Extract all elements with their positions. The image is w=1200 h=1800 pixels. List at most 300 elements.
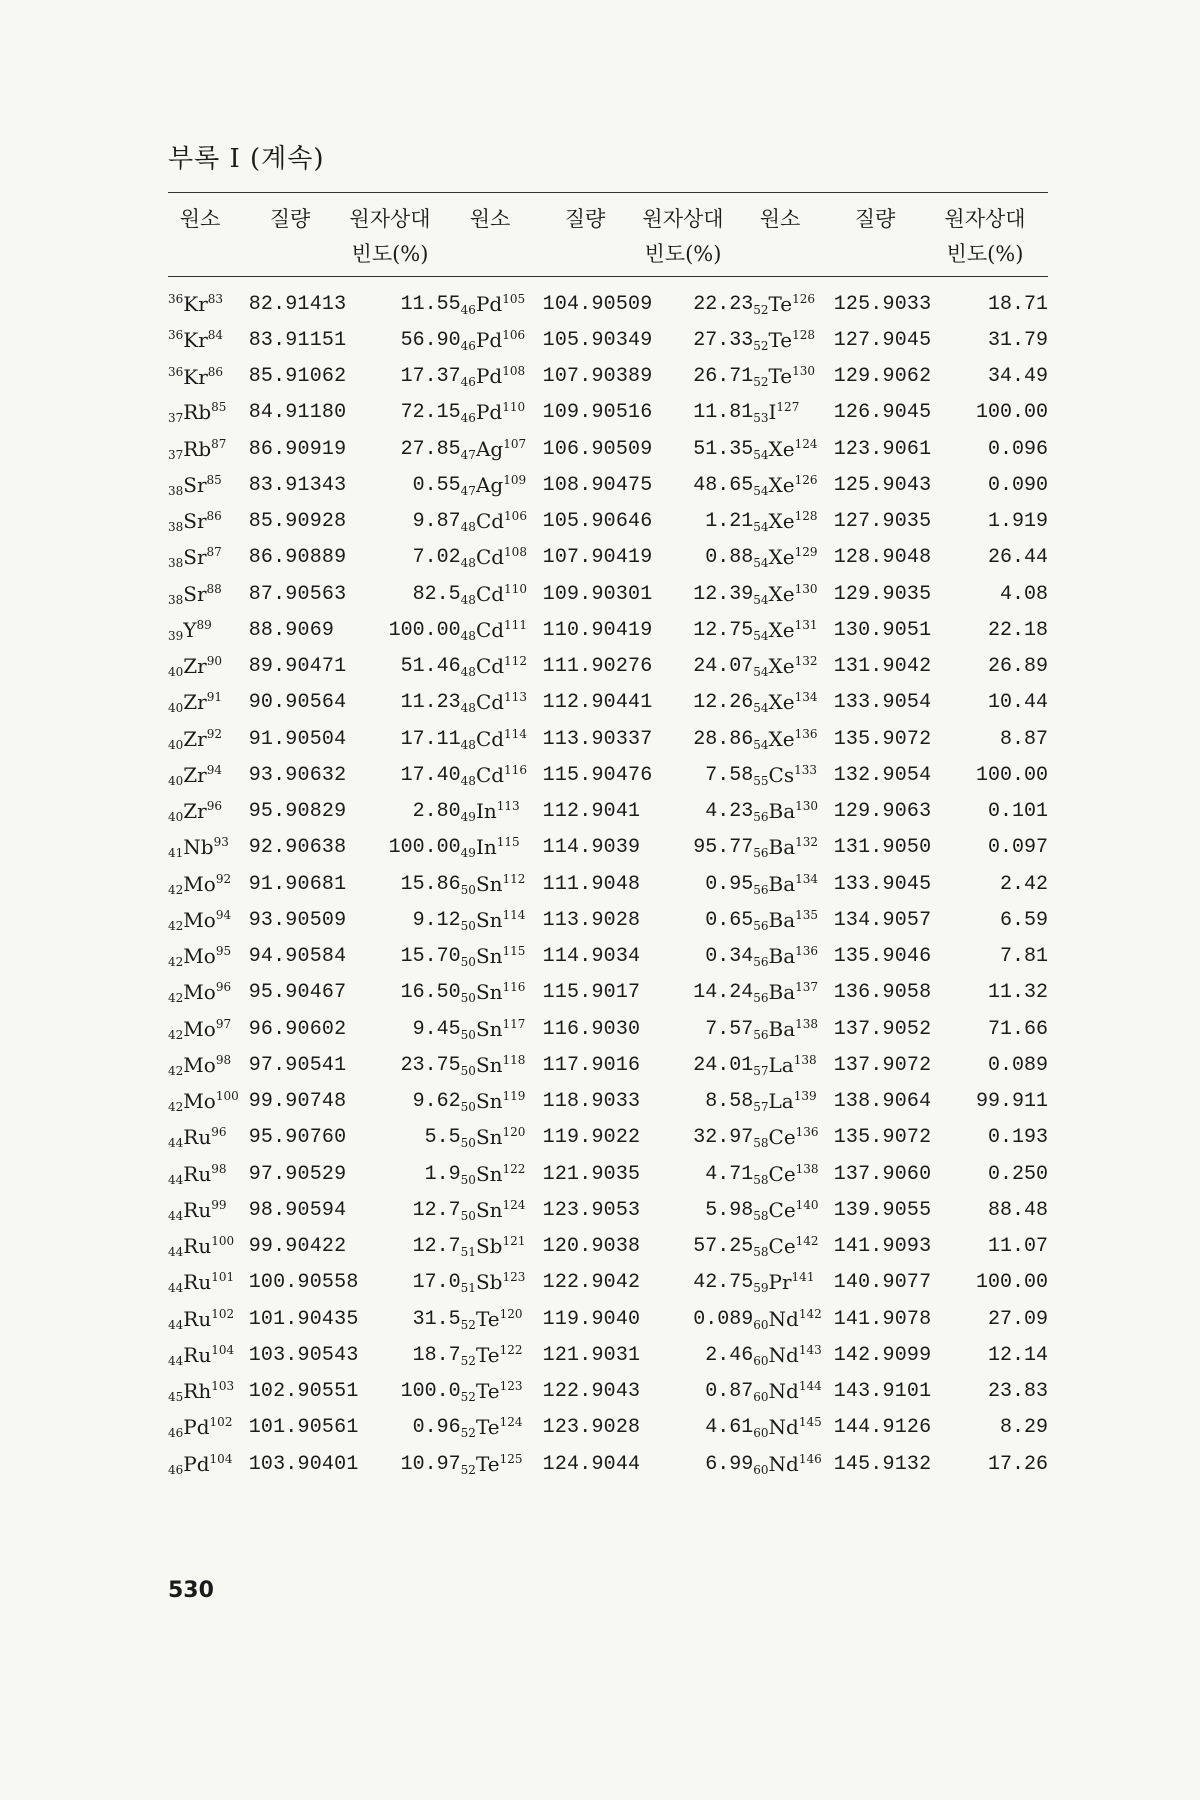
isotope-symbol — [461, 1011, 543, 1047]
isotope-mass: 136.9058 — [833, 981, 932, 1005]
element-symbol: Kr — [183, 292, 208, 317]
mass-number: 86 — [207, 364, 224, 379]
isotope-mass: 101.90435 — [248, 1307, 359, 1331]
isotope-abundance: 8.58 — [705, 1090, 754, 1114]
element-symbol: Ag — [475, 436, 504, 461]
isotope-symbol — [168, 1084, 249, 1120]
isotope-symbol — [168, 286, 249, 322]
element-symbol: Ba — [768, 907, 796, 932]
mass-number: 138 — [793, 1052, 817, 1067]
isotope-abundance: 1.9 — [424, 1162, 461, 1186]
element-symbol: Ru — [183, 1270, 212, 1295]
isotope-abundance: 5.5 — [424, 1126, 461, 1150]
mass-number: 106 — [504, 509, 527, 524]
mass-number: 94 — [215, 907, 232, 922]
atomic-number: 51 — [460, 1281, 476, 1296]
isotope-symbol — [461, 395, 543, 431]
atomic-number: 56 — [753, 918, 769, 933]
mass-number: 145 — [798, 1415, 822, 1430]
atomic-number: 44 — [168, 1208, 184, 1223]
isotope-symbol — [168, 467, 249, 503]
mass-number: 120 — [502, 1125, 526, 1140]
isotope-symbol — [168, 612, 249, 648]
atomic-number: 42 — [168, 1100, 184, 1115]
element-symbol: Ce — [768, 1161, 796, 1186]
element-symbol: Sr — [183, 509, 207, 534]
isotope-mass: 92.90638 — [248, 836, 347, 860]
mass-number: 92 — [206, 726, 223, 741]
table-row — [168, 830, 1048, 866]
atomic-number: 54 — [753, 483, 769, 498]
element-symbol: Sr — [183, 472, 207, 497]
table-row — [168, 1374, 1048, 1410]
atomic-number: 38 — [168, 592, 184, 607]
isotope-abundance: 5.98 — [705, 1198, 754, 1222]
isotope-symbol — [461, 1446, 543, 1482]
mass-number: 86 — [206, 509, 222, 524]
atomic-number: 46 — [460, 411, 476, 426]
table-row — [168, 1120, 1048, 1156]
mass-number: 90 — [206, 654, 223, 669]
table-row — [168, 794, 1048, 830]
mass-number: 87 — [206, 545, 222, 560]
isotope-abundance: 4.61 — [705, 1416, 754, 1440]
mass-number: 115 — [496, 835, 520, 850]
atomic-number: 56 — [753, 991, 769, 1006]
atomic-number: 60 — [753, 1462, 769, 1477]
table-row — [168, 902, 1048, 938]
table-row — [168, 467, 1048, 503]
atomic-number: 36 — [168, 328, 184, 343]
table-row — [168, 685, 1048, 721]
isotope-mass: 109.90301 — [542, 582, 653, 606]
isotope-mass: 105.90349 — [542, 328, 653, 352]
mass-number: 136 — [794, 726, 818, 741]
isotope-symbol — [168, 1410, 249, 1446]
element-symbol: Ag — [475, 472, 504, 497]
mass-number: 94 — [206, 762, 223, 777]
atomic-number: 48 — [460, 556, 476, 571]
mass-number: 139 — [793, 1089, 817, 1104]
element-symbol: Ba — [768, 1016, 796, 1041]
mass-number: 118 — [502, 1052, 526, 1067]
isotope-abundance: 2.46 — [705, 1343, 754, 1367]
isotope-symbol — [168, 1047, 249, 1083]
isotope-mass: 97.90529 — [248, 1162, 347, 1186]
isotope-mass: 82.91413 — [248, 292, 347, 316]
isotope-mass: 111.90276 — [542, 655, 653, 679]
mass-number: 130 — [795, 799, 819, 814]
isotope-symbol — [753, 1337, 833, 1373]
atomic-number: 57 — [753, 1063, 769, 1078]
atomic-number: 60 — [753, 1317, 769, 1332]
isotope-abundance: 11.55 — [400, 292, 461, 316]
isotope-abundance: 0.96 — [412, 1416, 461, 1440]
isotope-abundance: 16.50 — [400, 981, 461, 1005]
isotope-symbol — [753, 975, 833, 1011]
isotope-symbol — [753, 576, 833, 612]
element-symbol: Ru — [183, 1342, 212, 1367]
atomic-number: 54 — [753, 737, 769, 752]
atomic-number: 46 — [168, 1426, 184, 1441]
isotope-abundance: 0.097 — [987, 836, 1048, 860]
isotope-abundance: 51.46 — [400, 655, 461, 679]
element-symbol: Cd — [475, 726, 505, 751]
isotope-mass: 94.90584 — [248, 945, 347, 969]
element-symbol: Sb — [475, 1234, 503, 1259]
isotope-symbol — [753, 1011, 833, 1047]
mass-number: 84 — [207, 328, 224, 343]
isotope-symbol — [753, 685, 833, 721]
isotope-mass: 125.9033 — [833, 292, 932, 316]
isotope-mass: 113.90337 — [542, 727, 653, 751]
isotope-symbol — [753, 359, 833, 395]
atomic-number: 51 — [460, 1245, 476, 1260]
isotope-abundance: 6.99 — [705, 1452, 754, 1476]
isotope-abundance: 9.12 — [412, 908, 461, 932]
isotope-abundance: 72.15 — [400, 401, 461, 425]
atomic-number: 50 — [460, 1027, 476, 1042]
element-symbol: Sn — [475, 980, 503, 1005]
mass-number: 103 — [211, 1379, 235, 1394]
table-row — [168, 649, 1048, 685]
atomic-number: 47 — [460, 483, 476, 498]
isotope-abundance: 9.87 — [412, 510, 461, 534]
mass-number: 132 — [795, 835, 819, 850]
isotope-mass: 126.9045 — [833, 401, 932, 425]
isotope-abundance: 24.07 — [693, 655, 754, 679]
mass-number: 121 — [502, 1234, 526, 1249]
isotope-abundance: 11.23 — [400, 691, 461, 715]
isotope-symbol — [168, 1229, 249, 1265]
atomic-number: 46 — [460, 302, 476, 317]
mass-number: 106 — [502, 327, 526, 342]
table-row — [168, 939, 1048, 975]
isotope-mass: 137.9072 — [833, 1053, 932, 1077]
isotope-mass: 122.9043 — [542, 1380, 641, 1404]
table-row — [168, 1265, 1048, 1301]
isotope-symbol — [168, 1265, 249, 1301]
mass-number: 136 — [795, 1125, 819, 1140]
isotope-symbol — [753, 467, 833, 503]
isotope-abundance: 31.5 — [412, 1307, 461, 1331]
isotope-abundance: 48.65 — [693, 473, 754, 497]
table-row — [168, 1301, 1048, 1337]
table-row — [168, 1156, 1048, 1192]
isotope-mass: 95.90829 — [248, 800, 347, 824]
element-symbol: Te — [475, 1451, 500, 1476]
table-row — [168, 1337, 1048, 1373]
element-symbol: Sn — [475, 944, 503, 969]
isotope-mass: 119.9040 — [542, 1307, 641, 1331]
isotope-abundance: 7.57 — [705, 1017, 754, 1041]
element-symbol: Xe — [768, 654, 795, 679]
atomic-number: 52 — [460, 1426, 476, 1441]
isotope-mass: 96.90602 — [248, 1017, 347, 1041]
isotope-mass: 114.9034 — [542, 945, 641, 969]
element-symbol: Sn — [475, 1052, 503, 1077]
mass-number: 129 — [794, 545, 818, 560]
mass-number: 142 — [795, 1234, 819, 1249]
isotope-abundance: 100.00 — [975, 401, 1048, 425]
isotope-abundance: 0.089 — [693, 1307, 754, 1331]
isotope-symbol — [753, 1410, 833, 1446]
isotope-mass: 119.9022 — [542, 1126, 641, 1150]
mass-number: 100 — [215, 1089, 239, 1104]
atomic-number: 50 — [460, 991, 476, 1006]
element-symbol: Mo — [183, 907, 216, 932]
table-row — [168, 975, 1048, 1011]
element-symbol: Cd — [475, 654, 505, 679]
element-symbol: Cd — [475, 509, 505, 534]
table-row — [168, 286, 1048, 322]
isotope-symbol — [461, 1374, 543, 1410]
atomic-number: 44 — [168, 1353, 184, 1368]
atomic-number: 54 — [753, 665, 769, 680]
atomic-number: 56 — [753, 1027, 769, 1042]
isotope-mass: 135.9072 — [833, 727, 932, 751]
mass-number: 104 — [209, 1451, 233, 1466]
mass-number: 123 — [502, 1270, 526, 1285]
mass-number: 146 — [798, 1451, 822, 1466]
isotope-mass: 107.90419 — [542, 546, 653, 570]
isotope-symbol — [168, 902, 249, 938]
atomic-number: 46 — [168, 1462, 184, 1477]
atomic-number: 56 — [753, 955, 769, 970]
isotope-symbol — [753, 1084, 833, 1120]
mass-number: 122 — [502, 1161, 526, 1176]
mass-number: 130 — [794, 581, 818, 596]
mass-number: 89 — [196, 617, 212, 632]
mass-number: 88 — [206, 581, 222, 596]
isotope-mass: 112.90441 — [542, 691, 653, 715]
isotope-symbol — [168, 1374, 249, 1410]
element-symbol: Mo — [183, 1089, 216, 1114]
isotope-abundance: 27.09 — [987, 1307, 1048, 1331]
isotope-symbol — [461, 1120, 543, 1156]
element-symbol: Pd — [475, 327, 503, 352]
isotope-mass: 103.90543 — [248, 1343, 359, 1367]
isotope-mass: 121.9035 — [542, 1162, 641, 1186]
isotope-mass: 99.90748 — [248, 1090, 347, 1114]
atomic-number: 42 — [168, 1027, 184, 1042]
isotope-symbol — [168, 1446, 249, 1482]
atomic-number: 59 — [753, 1281, 769, 1296]
element-symbol: Mo — [183, 871, 216, 896]
isotope-symbol — [753, 939, 833, 975]
table-row — [168, 576, 1048, 612]
isotope-symbol — [461, 431, 543, 467]
element-symbol: In — [475, 799, 497, 824]
isotope-mass: 133.9054 — [833, 691, 932, 715]
atomic-number: 55 — [753, 773, 769, 788]
element-symbol: Zr — [183, 799, 207, 824]
element-symbol: Nd — [768, 1342, 799, 1367]
isotope-symbol — [168, 939, 249, 975]
isotope-symbol — [461, 1410, 543, 1446]
element-symbol: Ru — [183, 1306, 212, 1331]
atomic-number: 42 — [168, 955, 184, 970]
isotope-abundance: 17.0 — [412, 1271, 461, 1295]
mass-number: 98 — [211, 1161, 227, 1176]
isotope-mass: 128.9048 — [833, 546, 932, 570]
isotope-symbol — [168, 1192, 249, 1228]
mass-number: 113 — [496, 799, 520, 814]
element-symbol: Ce — [768, 1197, 796, 1222]
atomic-number: 48 — [460, 737, 476, 752]
isotope-abundance: 11.07 — [987, 1235, 1048, 1259]
isotope-abundance: 100.00 — [388, 836, 461, 860]
atomic-number: 60 — [753, 1390, 769, 1405]
mass-number: 102 — [209, 1415, 233, 1430]
atomic-number: 52 — [460, 1390, 476, 1405]
atomic-number: 58 — [753, 1136, 769, 1151]
isotope-abundance: 23.75 — [400, 1053, 461, 1077]
atomic-number: 44 — [168, 1136, 184, 1151]
isotope-mass: 123.9053 — [542, 1198, 641, 1222]
element-symbol: In — [475, 835, 497, 860]
table-row — [168, 1446, 1048, 1482]
isotope-mass: 85.90928 — [248, 510, 347, 534]
mass-number: 143 — [798, 1342, 822, 1357]
isotope-symbol — [753, 1301, 833, 1337]
table-row — [168, 1192, 1048, 1228]
element-symbol: Sr — [183, 581, 207, 606]
mass-number: 128 — [792, 327, 816, 342]
element-symbol: Sn — [475, 1125, 503, 1150]
isotope-abundance: 0.250 — [987, 1162, 1048, 1186]
isotope-abundance: 26.89 — [987, 655, 1048, 679]
mass-number: 102 — [211, 1306, 235, 1321]
table-row — [168, 322, 1048, 358]
mass-number: 122 — [499, 1342, 523, 1357]
isotope-mass: 104.90509 — [542, 292, 653, 316]
mass-number: 115 — [502, 944, 526, 959]
table-row — [168, 1047, 1048, 1083]
element-symbol: Sn — [475, 1016, 503, 1041]
atomic-number: 50 — [460, 1172, 476, 1187]
mass-number: 120 — [499, 1306, 523, 1321]
atomic-number: 48 — [460, 520, 476, 535]
element-symbol: Rh — [183, 1379, 212, 1404]
isotope-abundance: 15.70 — [400, 945, 461, 969]
isotope-abundance: 10.44 — [987, 691, 1048, 715]
isotope-abundance: 27.33 — [693, 328, 754, 352]
mass-number: 112 — [504, 654, 527, 669]
header-mass-3: 질량 — [854, 207, 896, 231]
mass-number: 97 — [215, 1016, 232, 1031]
isotope-symbol — [461, 1192, 543, 1228]
isotope-abundance: 27.85 — [400, 437, 461, 461]
element-symbol: Ru — [183, 1161, 212, 1186]
mass-number: 96 — [215, 980, 232, 995]
isotope-abundance: 9.45 — [412, 1017, 461, 1041]
element-symbol: Xe — [768, 545, 795, 570]
atomic-number: 36 — [168, 292, 184, 307]
isotope-mass: 127.9035 — [833, 510, 932, 534]
atomic-number: 42 — [168, 918, 184, 933]
isotope-abundance: 42.75 — [693, 1271, 754, 1295]
isotope-symbol — [168, 322, 249, 358]
atomic-number: 48 — [460, 701, 476, 716]
isotope-symbol — [168, 1156, 249, 1192]
mass-number: 131 — [794, 617, 818, 632]
isotope-symbol — [168, 685, 249, 721]
isotope-abundance: 100.00 — [388, 618, 461, 642]
table-row — [168, 1229, 1048, 1265]
table-row — [168, 757, 1048, 793]
isotope-mass: 93.90632 — [248, 763, 347, 787]
element-symbol: Ba — [768, 980, 796, 1005]
atomic-number: 50 — [460, 955, 476, 970]
element-symbol: Pd — [183, 1451, 210, 1476]
isotope-mass: 110.90419 — [542, 618, 653, 642]
mass-number: 140 — [795, 1197, 819, 1212]
element-symbol: Sn — [475, 1089, 503, 1114]
isotope-abundance: 2.42 — [999, 872, 1048, 896]
element-symbol: Sn — [475, 871, 503, 896]
isotope-symbol — [753, 902, 833, 938]
isotope-mass: 86.90919 — [248, 437, 347, 461]
element-symbol: Pd — [475, 400, 503, 425]
isotope-abundance: 56.90 — [400, 328, 461, 352]
isotope-mass: 108.90475 — [542, 473, 653, 497]
header-element-2: 원소 — [469, 207, 511, 231]
element-symbol: Cd — [475, 617, 505, 642]
mass-number: 123 — [499, 1379, 523, 1394]
mass-number: 127 — [776, 400, 800, 415]
header-bottom-rule — [168, 276, 1048, 277]
isotope-symbol — [461, 757, 543, 793]
isotope-mass: 100.90558 — [248, 1271, 359, 1295]
isotope-mass: 83.91151 — [248, 328, 347, 352]
element-symbol: Pr — [768, 1270, 792, 1295]
atomic-number: 45 — [168, 1390, 184, 1405]
element-symbol: Pd — [183, 1415, 210, 1440]
mass-number: 137 — [795, 980, 819, 995]
isotope-mass: 102.90551 — [248, 1380, 359, 1404]
isotope-abundance: 51.35 — [693, 437, 754, 461]
isotope-symbol — [168, 1301, 249, 1337]
mass-number: 112 — [502, 871, 526, 886]
isotope-abundance: 26.71 — [693, 365, 754, 389]
atomic-number: 57 — [753, 1100, 769, 1115]
mass-number: 126 — [794, 472, 818, 487]
mass-number: 109 — [503, 472, 527, 487]
isotope-abundance: 8.87 — [999, 727, 1048, 751]
element-symbol: Y — [183, 617, 197, 642]
table-row — [168, 395, 1048, 431]
mass-number: 100 — [211, 1234, 235, 1249]
element-symbol: Mo — [183, 1016, 216, 1041]
atomic-number: 42 — [168, 1063, 184, 1078]
isotope-abundance: 1.21 — [705, 510, 754, 534]
element-symbol: Zr — [183, 654, 207, 679]
isotope-symbol — [461, 612, 543, 648]
page-header: 부록 I (계속) — [168, 144, 325, 174]
isotope-mass: 109.90516 — [542, 401, 653, 425]
isotope-abundance: 100.00 — [975, 763, 1048, 787]
element-symbol: Nd — [768, 1379, 799, 1404]
mass-number: 124 — [502, 1197, 526, 1212]
mass-number: 125 — [499, 1451, 523, 1466]
atomic-number: 40 — [168, 773, 184, 788]
isotope-abundance: 17.26 — [987, 1452, 1048, 1476]
atomic-number: 50 — [460, 1208, 476, 1223]
isotope-mass: 129.9035 — [833, 582, 932, 606]
table-row — [168, 431, 1048, 467]
mass-number: 134 — [794, 690, 818, 705]
